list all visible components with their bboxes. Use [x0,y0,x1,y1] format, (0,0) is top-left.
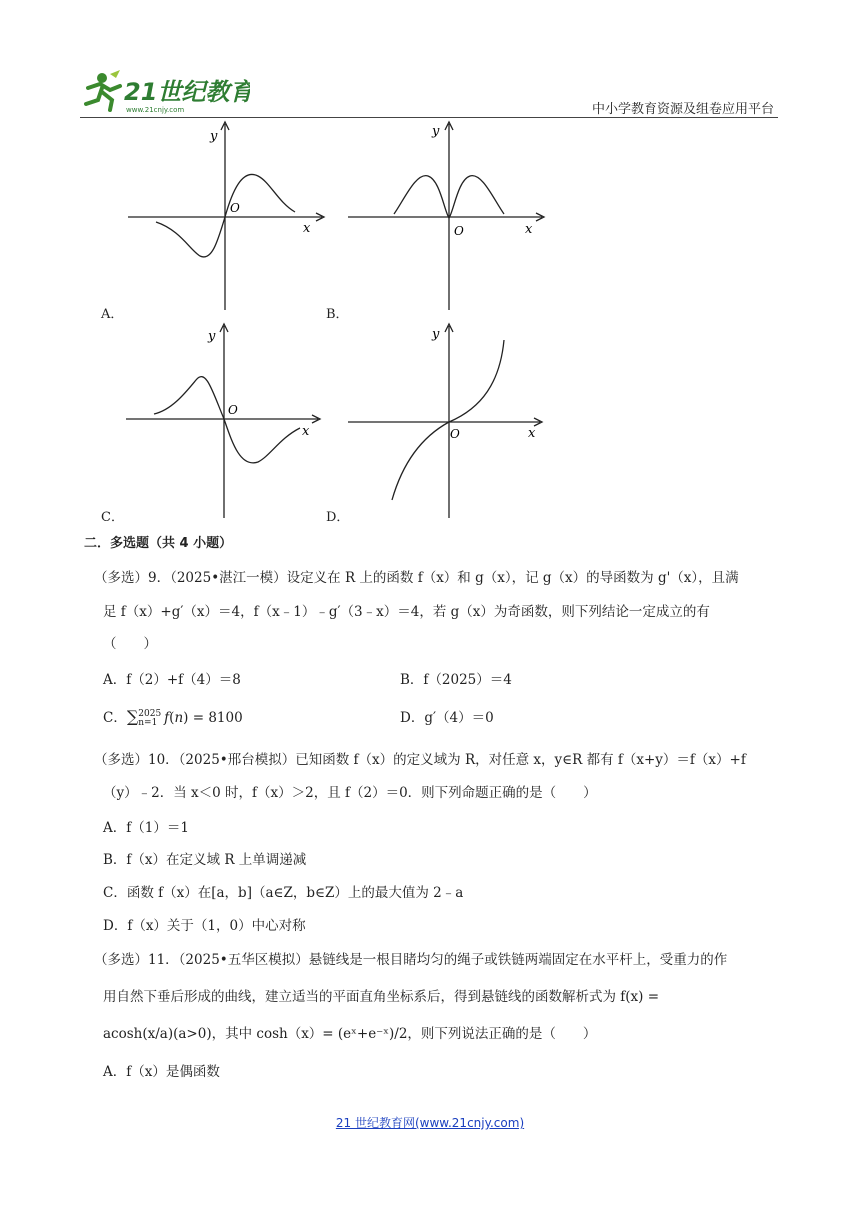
q9-option-a: A．f（2）+f（4）＝8 [103,672,241,688]
svg-text:O: O [228,403,238,417]
q11-stem-line1: （多选）11．（2025•五华区模拟）悬链线是一根目睹均匀的绳子或铁链两端固定在水平杆上，受重力的作 [94,952,728,968]
q11-stem-line2: 用自然下垂后形成的曲线，建立适当的平面直角坐标系后，得到悬链线的函数解析式为 f(x) = [103,989,660,1005]
svg-text:y: y [210,129,218,144]
q10-option-a: A．f（1）＝1 [103,820,189,836]
q11-option-a: A．f（x）是偶函数 [103,1064,220,1080]
q10-option-d: D．f（x）关于（1，0）中心对称 [103,918,306,934]
q9-sum-upper: 2025 [138,708,162,719]
runner-logo-icon [80,66,250,116]
graph-d [342,322,552,518]
svg-text:y: y [432,124,440,139]
svg-text:y: y [432,327,440,342]
svg-text:x: x [302,424,310,439]
q9-sum-lower: n=1 [138,717,158,728]
graph-c-label: C． [101,510,124,525]
svg-text:www.21cnjy.com: www.21cnjy.com [126,106,185,114]
svg-text:O: O [454,224,464,238]
svg-text:x: x [525,222,533,237]
q10-stem-line2: （y）﹣2．当 x＜0 时，f（x）＞2，且 f（2）＝0．则下列命题正确的是（ ） [103,785,597,801]
header-divider [80,117,778,118]
site-logo [80,66,250,116]
header-platform-name: 中小学教育资源及组卷应用平台 [591,102,774,117]
q9-stem-line2: 足 f（x）+g′（x）＝4，f（x﹣1）﹣g′（3﹣x）＝4，若 g（x）为奇函数，则下列结论一定成立的有 [103,604,710,620]
q10-option-c: C．函数 f（x）在[a，b]（a∈Z，b∈Z）上的最大值为 2﹣a [103,885,464,901]
graph-c [120,322,330,518]
q9-option-d: D．g′（4）＝0 [400,710,494,726]
svg-text:21世纪教育: 21世纪教育 [124,78,250,106]
q9-stem-line1: （多选）9．（2025•湛江一模）设定义在 R 上的函数 f（x）和 g（x），记 g（x）的导函数为 g'（x），且满 [94,570,739,586]
graph-a-label: A． [101,307,124,322]
q9-option-b: B．f（2025）＝4 [400,672,512,688]
graph-b [342,120,552,310]
graph-b-label: B． [326,307,349,322]
svg-text:O: O [230,201,240,215]
svg-text:x: x [528,426,536,441]
q11-stem-line3: acosh(x/a)(a>0)，其中 cosh（x）= (eˣ+e⁻ˣ)/2，则下列说法正确的是（ ） [103,1026,597,1042]
footer-link[interactable]: 21 世纪教育网(www.21cnjy.com) [335,1116,525,1130]
q9-stem-line3: （ ） [103,636,157,652]
svg-text:O: O [450,427,460,441]
section-title: 二．多选题（共 4 小题） [84,536,233,551]
q9-option-c: C．∑2025 n=1 f(n) = 8100 [103,707,243,728]
svg-text:x: x [303,221,311,236]
graph-d-label: D． [326,510,350,525]
svg-text:y: y [208,329,216,344]
q10-option-b: B．f（x）在定义域 R 上单调递减 [103,852,307,868]
graph-a [120,120,330,310]
q10-stem-line1: （多选）10．（2025•邢台模拟）已知函数 f（x）的定义域为 R，对任意 x，y∈R 都有 f（x+y）＝f（x）+f [94,752,746,768]
